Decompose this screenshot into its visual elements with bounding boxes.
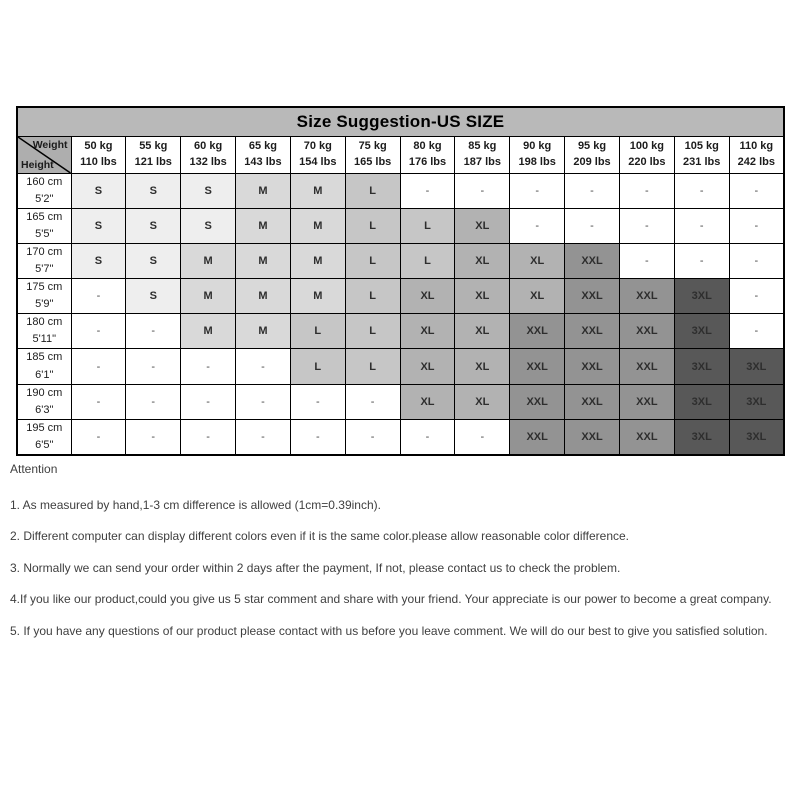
weight-header-cell: 55 kg 121 lbs [126,137,181,174]
size-cell: - [71,349,126,384]
size-cell: - [729,314,784,349]
size-cell: M [236,279,291,314]
size-cell: - [729,209,784,244]
size-cell: M [236,244,291,279]
weight-header-cell: 110 kg 242 lbs [729,137,784,174]
size-cell: L [400,244,455,279]
height-label-cell: 185 cm 6'1" [17,349,71,384]
attention-list [10,498,796,638]
size-cell: - [400,174,455,209]
size-cell: 3XL [674,314,729,349]
size-cell: L [290,349,345,384]
height-label-cell: 165 cm 5'5" [17,209,71,244]
size-cell: - [71,384,126,419]
size-cell: S [71,244,126,279]
size-suggestion-table [16,106,785,456]
weight-header-cell: 65 kg 143 lbs [236,137,291,174]
size-cell: L [345,244,400,279]
size-cell: XL [455,314,510,349]
size-cell: M [290,279,345,314]
size-cell: L [345,314,400,349]
attention-item: 1. As measured by hand,1-3 cm difference is allowed (1cm=0.39inch). [10,498,381,512]
size-cell: XL [400,384,455,419]
size-cell: - [126,419,181,455]
height-label-cell: 175 cm 5'9" [17,279,71,314]
size-cell: - [236,419,291,455]
size-cell: S [126,244,181,279]
size-cell: XL [510,244,565,279]
size-cell: - [126,349,181,384]
size-cell: - [510,174,565,209]
size-cell: - [619,174,674,209]
size-cell: XXL [565,384,620,419]
size-cell: - [674,244,729,279]
size-cell: - [345,419,400,455]
height-label-cell: 195 cm 6'5" [17,419,71,455]
size-cell: 3XL [729,384,784,419]
size-cell: XXL [619,349,674,384]
size-cell: - [729,279,784,314]
weight-header-cell: 75 kg 165 lbs [345,137,400,174]
size-cell: XXL [619,314,674,349]
size-cell: XXL [565,349,620,384]
size-cell: L [345,279,400,314]
size-cell: - [236,349,291,384]
height-label-cell: 170 cm 5'7" [17,244,71,279]
size-cell: S [71,174,126,209]
size-cell: XL [455,279,510,314]
size-cell: - [126,384,181,419]
size-cell: - [345,384,400,419]
size-cell: - [290,384,345,419]
attention-section [10,462,796,655]
size-cell: - [674,174,729,209]
weight-header-cell: 70 kg 154 lbs [290,137,345,174]
size-cell: S [126,209,181,244]
table-row [17,209,784,244]
size-cell: S [181,209,236,244]
size-cell: XXL [565,419,620,455]
size-cell: - [236,384,291,419]
attention-item: 2. Different computer can display different colors even if it is the same color.please allow reasonable color difference. [10,529,630,544]
size-cell: M [181,314,236,349]
size-cell: 3XL [674,419,729,455]
size-cell: M [236,174,291,209]
table-title: Size Suggestion-US SIZE [17,107,784,137]
size-cell: - [71,279,126,314]
corner-weight-label: Weight [32,139,68,151]
size-cell: S [181,174,236,209]
size-cell: - [619,209,674,244]
table-row [17,349,784,384]
height-label-cell: 180 cm 5'11" [17,314,71,349]
weight-header-cell: 90 kg 198 lbs [510,137,565,174]
size-cell: L [400,209,455,244]
size-cell: XL [400,279,455,314]
size-cell: - [181,349,236,384]
weight-header-cell: 60 kg 132 lbs [181,137,236,174]
size-cell: XXL [510,349,565,384]
size-cell: M [236,209,291,244]
weight-header-cell: 95 kg 209 lbs [565,137,620,174]
size-cell: - [510,209,565,244]
size-cell: M [236,314,291,349]
size-cell: - [729,174,784,209]
size-cell: - [455,174,510,209]
size-cell: 3XL [674,349,729,384]
size-cell: - [126,314,181,349]
height-label-cell: 160 cm 5'2" [17,174,71,209]
size-cell: XL [455,209,510,244]
size-cell: XXL [565,279,620,314]
size-cell: XXL [619,384,674,419]
size-cell: - [455,419,510,455]
size-cell: M [181,244,236,279]
size-cell: 3XL [729,419,784,455]
size-cell: S [71,209,126,244]
size-cell: XXL [619,279,674,314]
size-cell: 3XL [674,279,729,314]
attention-item: 5. If you have any questions of our product please contact with us before you leave comment. We will do our best to give you satisfied solution. [10,623,768,638]
size-cell: - [400,419,455,455]
corner-height-label: Height [21,159,54,171]
size-cell: M [181,279,236,314]
table-row [17,244,784,279]
table-row [17,314,784,349]
size-cell: L [345,209,400,244]
size-cell: XXL [510,314,565,349]
size-cell: - [181,384,236,419]
title-row [17,107,784,137]
corner-weight-height-cell [17,137,71,174]
weight-header-cell: 50 kg 110 lbs [71,137,126,174]
size-cell: XL [400,349,455,384]
size-cell: L [345,174,400,209]
size-cell: L [290,314,345,349]
size-cell: - [71,419,126,455]
size-cell: M [290,209,345,244]
weight-header-cell: 80 kg 176 lbs [400,137,455,174]
weight-header-cell: 85 kg 187 lbs [455,137,510,174]
size-cell: XXL [619,419,674,455]
size-cell: - [71,314,126,349]
weight-header-cell: 105 kg 231 lbs [674,137,729,174]
size-cell: - [619,244,674,279]
size-cell: - [181,419,236,455]
size-cell: XL [455,349,510,384]
table-row [17,174,784,209]
weight-header-cell: 100 kg 220 lbs [619,137,674,174]
attention-heading: Attention [10,462,58,476]
height-label-cell: 190 cm 6'3" [17,384,71,419]
size-cell: XL [400,314,455,349]
size-cell: XL [455,384,510,419]
size-cell: S [126,174,181,209]
weight-header-row [17,137,784,174]
size-cell: XL [455,244,510,279]
table-row [17,279,784,314]
size-cell: - [290,419,345,455]
size-cell: XXL [565,244,620,279]
size-cell: S [126,279,181,314]
size-cell: 3XL [674,384,729,419]
size-cell: - [674,209,729,244]
table-row [17,384,784,419]
attention-item: 4.If you like our product,could you give us 5 star comment and share with your friend. Your appreciate is our power to become a great company. [10,592,772,607]
size-cell: - [565,174,620,209]
size-cell: M [290,174,345,209]
size-cell: XL [510,279,565,314]
size-cell: - [565,209,620,244]
size-cell: L [345,349,400,384]
table-row [17,419,784,455]
size-cell: - [729,244,784,279]
size-cell: XXL [510,384,565,419]
size-cell: XXL [565,314,620,349]
size-cell: M [290,244,345,279]
size-cell: XXL [510,419,565,455]
size-cell: 3XL [729,349,784,384]
attention-item: 3. Normally we can send your order within 2 days after the payment, If not, please contact us to check the problem. [10,560,621,575]
